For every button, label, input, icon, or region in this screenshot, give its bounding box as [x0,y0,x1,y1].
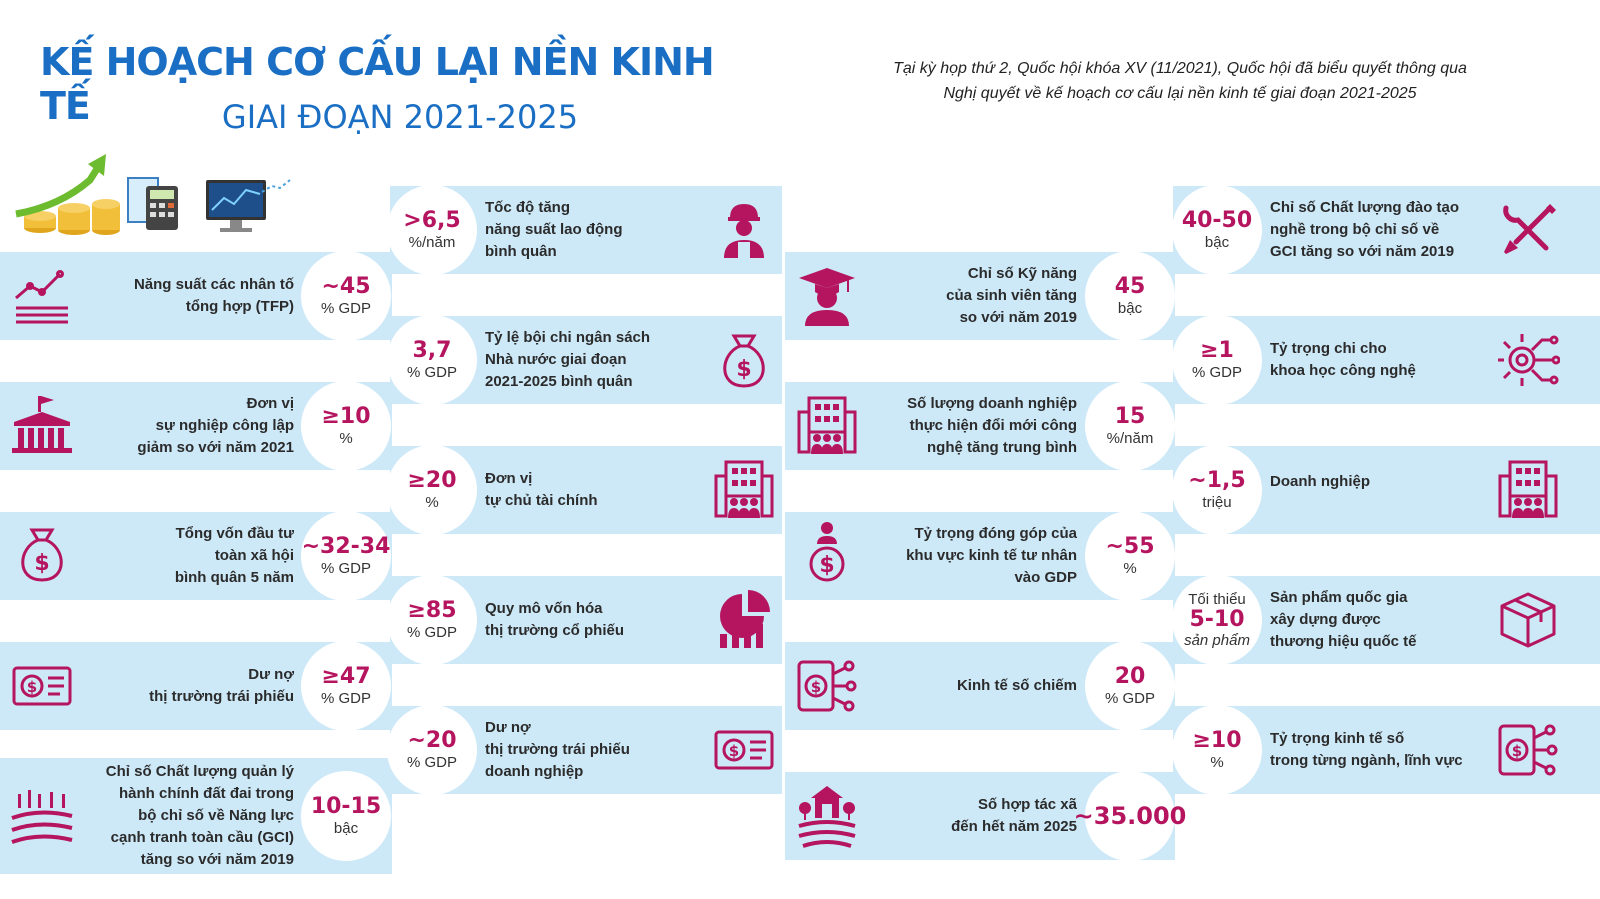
office-people-icon [1496,458,1560,522]
col2-item2-value: 3,7 % GDP [387,315,477,405]
svg-text:$: $ [728,742,740,760]
box-icon [1496,588,1560,652]
col1-item3-value: ~32-34 % GDP [301,511,391,601]
digital-money-icon [1496,718,1560,782]
svg-text:$: $ [819,553,835,578]
col3-item4-value: 20 % GDP [1085,641,1175,731]
page-title: KẾ HOẠCH CƠ CẤU LẠI NỀN KINH TẾ [40,40,714,128]
col2-item2-label: Tỷ lệ bội chi ngân sách Nhà nước giai đoạn 2021-2025 bình quân [485,329,651,390]
col1-item5-value: 10-15 bậc [301,771,391,861]
col3-item3-label: Tỷ trọng đóng góp của khu vực kinh tế tư nhân vào GDP [906,525,1077,586]
col2-item3-label: Đơn vị tự chủ tài chính [485,470,598,509]
col1-item4-value: ≥47 % GDP [301,641,391,731]
col4-item4-label: Sản phẩm quốc gia xây dựng được thương hiệu quốc tế [1270,589,1417,650]
col2-item4-value: ≥85 % GDP [387,575,477,665]
col4-item4-value: Tối thiểu 5-10 sản phẩm [1172,575,1262,665]
col4-item2-value: ≥1 % GDP [1172,315,1262,405]
col3-item1-value: 45 bậc [1085,251,1175,341]
monitor-chart-icon [206,180,290,232]
svg-text:$: $ [1511,742,1523,760]
col2-item4-label: Quy mô vốn hóa thị trường cổ phiếu [485,600,625,639]
col3-item3-value: ~55 % [1085,511,1175,601]
growth-coins-icon [16,154,120,235]
col1-item3-label: Tổng vốn đầu tư toàn xã hội bình quân 5 năm [174,525,294,586]
col3-item4-label: Kinh tế số chiếm [956,677,1077,694]
col3-item1-label: Chỉ số Kỹ năng của sinh viên tăng so với năm 2019 [946,265,1077,326]
col4-item5-label: Tỷ trọng kinh tế số trong từng ngành, lĩnh vực [1270,730,1463,769]
dollar-certificate-icon [712,718,776,782]
svg-text:$: $ [26,678,38,696]
col4-item3-value: ~1,5 triệu [1172,445,1262,535]
col1-item5-label: Chỉ số Chất lượng quản lý hành chính đất đai trong bộ chỉ số về Năng lực cạnh tranh toàn cầu (GCI) tăng so với năm 2019 [105,763,294,868]
money-bag-icon [712,328,776,392]
worker-icon [712,198,776,262]
tech-gear-icon [1496,328,1560,392]
col1-item2-label: Đơn vị sự nghiệp công lập giảm so với năm 2021 [137,395,294,456]
col2-item3-value: ≥20 % [387,445,477,535]
col4-item1-label: Chỉ số Chất lượng đào tạo nghề trong bộ chỉ số về GCI tăng so với năm 2019 [1270,199,1460,260]
intro-line-1: Tại kỳ họp thứ 2, Quốc hội khóa XV (11/2021), Quốc hội đã biểu quyết thông qua [893,60,1467,77]
col2-item5-label: Dư nợ thị trường trái phiếu doanh nghiệp [485,719,630,780]
svg-text:$: $ [736,357,752,382]
col4-item1-value: 40-50 bậc [1172,185,1262,275]
calculator-icon [128,178,178,230]
col4-item3-label: Doanh nghiệp [1270,473,1370,490]
svg-text:$: $ [34,551,50,576]
col2-item5-value: ~20 % GDP [387,705,477,795]
intro-text [830,56,1530,106]
col2-item1-value: >6,5 %/năm [387,185,477,275]
intro-line-2: Nghị quyết về kế hoạch cơ cấu lại nền kinh tế giai đoạn 2021-2025 [943,85,1417,102]
col3-item5-value: ~35.000 [1085,771,1175,861]
svg-text:$: $ [810,678,822,696]
page-subtitle: GIAI ĐOẠN 2021-2025 [221,98,579,136]
col1-item2-value: ≥10 % [301,381,391,471]
tools-icon [1496,198,1560,262]
col4-item5-value: ≥10 % [1172,705,1262,795]
pie-bar-chart-icon [712,588,776,652]
col1-item1-value: ~45 % GDP [301,251,391,341]
col1-item1-label: Năng suất các nhân tố tổng hợp (TFP) [133,276,294,315]
col3-item2-value: 15 %/năm [1085,381,1175,471]
col4-item2-label: Tỷ trọng chi cho khoa học công nghệ [1270,340,1416,379]
col3-item5-label: Số hợp tác xã đến hết năm 2025 [951,796,1077,835]
col2-item1-label: Tốc độ tăng năng suất lao động bình quân [485,199,623,260]
header-illustrations [10,150,300,242]
col3-item2-label: Số lượng doanh nghiệp thực hiện đổi mới công nghệ tăng trung bình [907,395,1077,456]
col1-item4-label: Dư nợ thị trường trái phiếu [149,666,294,705]
office-people-icon [712,458,776,522]
